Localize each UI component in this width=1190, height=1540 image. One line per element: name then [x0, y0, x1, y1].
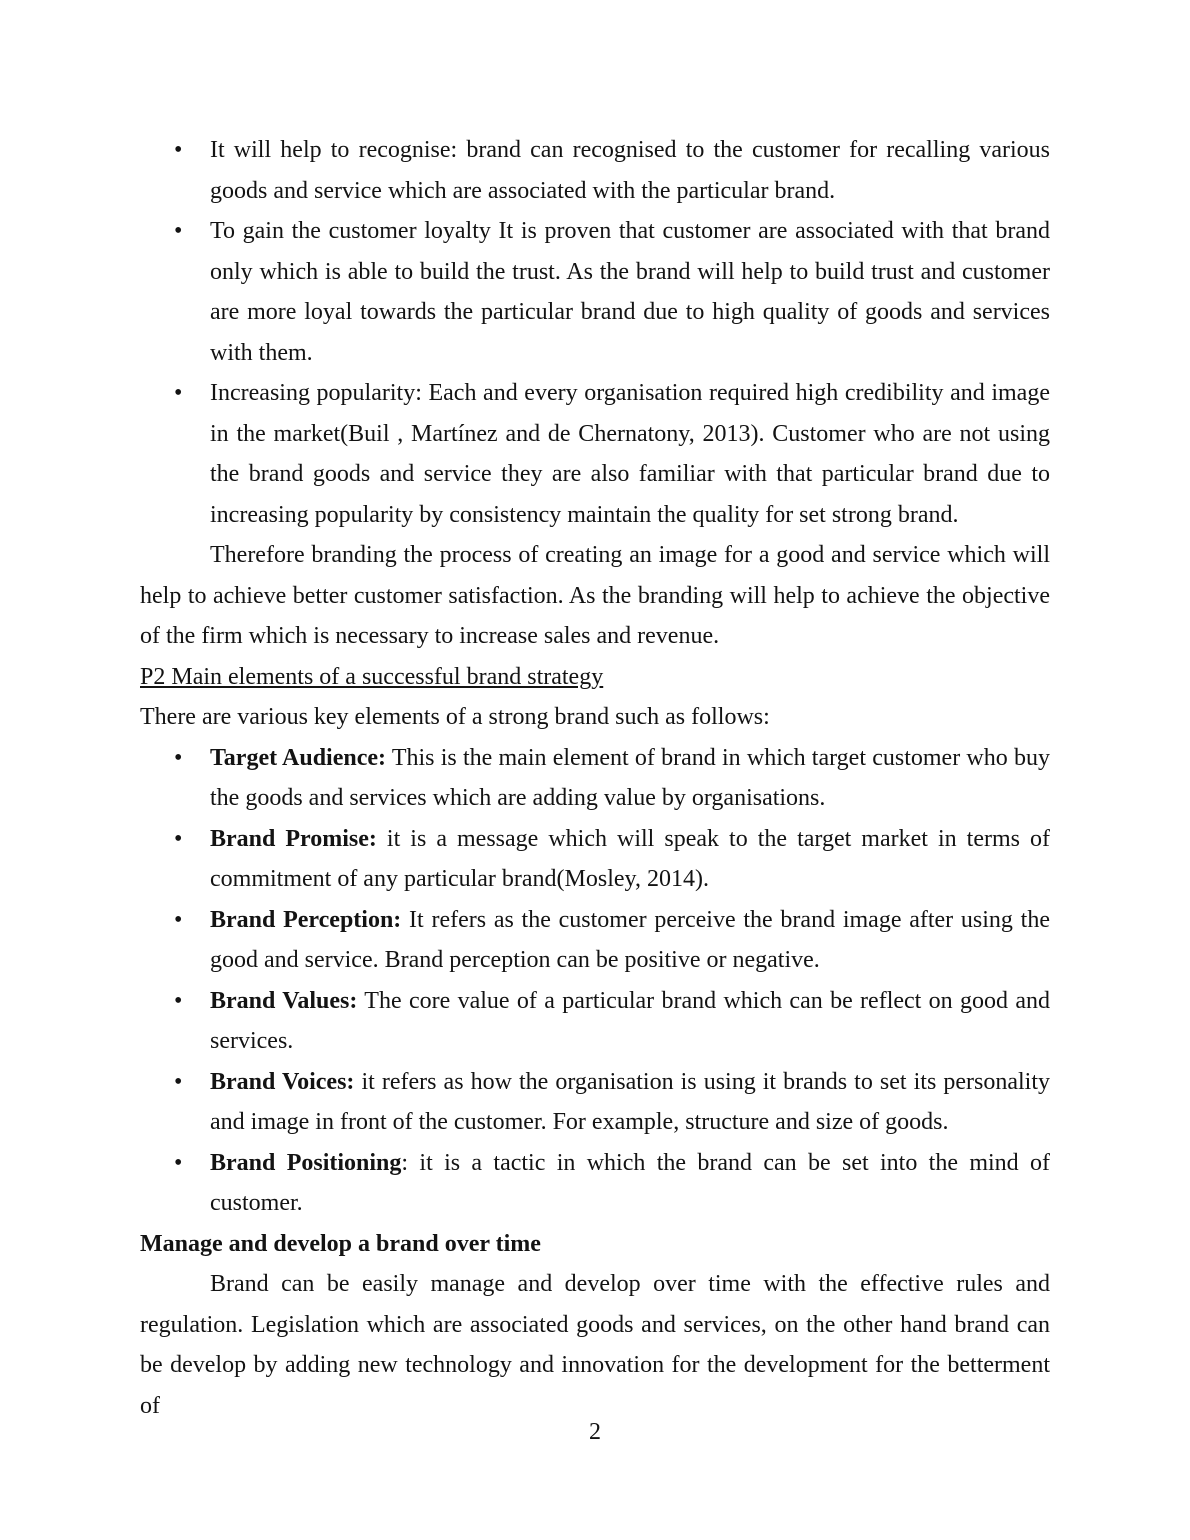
element-text: It refers as the customer perceive the brand image after using the good and service. Brand perception can be positive or negative.: [210, 906, 1050, 973]
element-text: This is the main element of brand in which target customer who buy the goods and services which are adding value by organisations.: [210, 744, 1050, 811]
element-label: Target Audience:: [210, 744, 387, 771]
element-label: Brand Voices:: [210, 1068, 355, 1095]
element-label: Brand Positioning: [210, 1149, 402, 1176]
list-item: [210, 738, 1050, 819]
list-item: • To gain the customer loyalty It is proven that customer are associated with that brand only which is able to build the trust. As the brand will help to build trust and customer are more loyal towards the particular brand due to high quality of goods and services with them.: [210, 211, 1050, 373]
page-number: 2: [589, 1418, 601, 1445]
element-text: : it is a tactic in which the brand can be set into the mind of customer.: [210, 1149, 1050, 1216]
element-text: it is a message which will speak to the target market in terms of commitment of any particular brand(Mosley, 2014).: [210, 825, 1050, 892]
list-item: [210, 1143, 1050, 1224]
paragraph-elements-intro: There are various key elements of a strong brand such as follows:: [140, 704, 770, 730]
heading-p2-text: P2 Main elements of a successful brand strategy: [140, 663, 604, 690]
element-text: it refers as how the organisation is using it brands to set its personality and image in front of the customer. For example, structure and size of goods.: [210, 1068, 1050, 1135]
element-text: The core value of a particular brand which can be reflect on good and services.: [210, 987, 1050, 1054]
paragraph-branding-summary: Therefore branding the process of creating an image for a good and service which will help to achieve better customer satisfaction. As the branding will help to achieve the objective of the firm which is necessary to increase sales and revenue.: [140, 542, 1050, 649]
list-item: [210, 819, 1050, 900]
list-item: [210, 981, 1050, 1062]
document-body: [140, 130, 1050, 1426]
branding-benefits-list: [140, 130, 1050, 535]
list-item: • It will help to recognise: brand can recognised to the customer for recalling various goods and service which are associated with the particular brand.: [210, 130, 1050, 211]
list-item: • Increasing popularity: Each and every organisation required high credibility and image in the market(Buil , Martínez and de Chernatony, 2013). Customer who are not using the brand goods and service they are also familiar with that particular brand due to increasing popularity by consistency maintain the quality for set strong brand.: [210, 373, 1050, 535]
heading-p2: [140, 657, 1050, 698]
list-item: [210, 900, 1050, 981]
list-item: [210, 1062, 1050, 1143]
element-label: Brand Values:: [210, 987, 358, 1014]
paragraph-manage: Brand can be easily manage and develop over time with the effective rules and regulation. Legislation which are associated goods and services, on the other hand brand can be develop by adding new technology and innovation for the development for the betterment of: [140, 1271, 1050, 1419]
heading-manage: Manage and develop a brand over time: [140, 1230, 541, 1257]
element-label: Brand Promise:: [210, 825, 377, 852]
brand-elements-list: [140, 738, 1050, 1224]
element-label: Brand Perception:: [210, 906, 402, 933]
